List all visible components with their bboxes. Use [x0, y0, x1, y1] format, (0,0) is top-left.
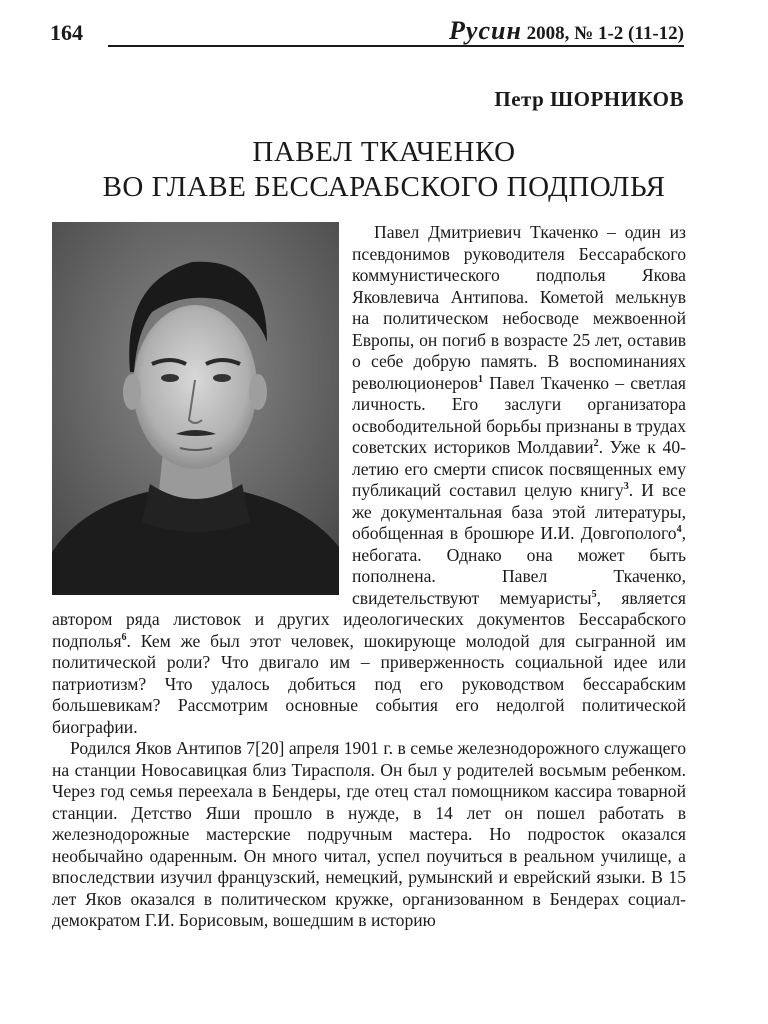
journal-reference [449, 18, 684, 47]
footnote-ref-1[interactable]: 1 [478, 373, 484, 385]
journal-name: Русин [449, 16, 522, 45]
page-header [0, 0, 768, 60]
footnote-ref-4[interactable]: 4 [676, 524, 682, 536]
title-line-1: ПАВЕЛ ТКАЧЕНКО [252, 136, 516, 168]
p1-text-3: . Уже к 40-летию его смерти список посвященных ему публикаций составил целую книгу [352, 437, 686, 500]
p1-text-1: Павел Дмитриевич Ткаченко – один из псевдонимов руководителя Бессарабского коммунистического подполья Якова Яковлевича Антипова. Кометой мелькнув на политическом небосводе межвоенной Европы, он погиб в возрасте 25 лет, оставив о себе добрую память. В воспоминаниях революционеров [352, 222, 686, 393]
journal-issue: 2008, № 1-2 (11-12) [526, 23, 684, 44]
p1-text-6: , является автором ряда листовок и других идеологических документов Бессарабского подполья [52, 587, 686, 651]
p1-text-4: . И все же документальная база этой литературы, обобщенная в брошюре И.И. Довгополого [352, 480, 686, 543]
article-title [0, 135, 768, 205]
p1-text-5: , небогата. Однако она может быть пополнена. Павел Ткаченко, свидетельствуют мемуаристы [352, 523, 686, 608]
photo-wrap-space [52, 222, 352, 606]
footnote-ref-3[interactable]: 3 [623, 481, 629, 493]
article-body [52, 222, 686, 932]
p1-text-2: Павел Ткаченко – светлая личность. Его заслуги организатора освободительной борьбы признаны в трудах советских историков Молдавии [352, 372, 686, 457]
footnote-ref-6[interactable]: 6 [121, 631, 127, 643]
header-rule [108, 45, 684, 47]
footnote-ref-2[interactable]: 2 [593, 438, 599, 450]
p1-text-7: . Кем же был этот человек, шокирующе молодой для сыгранной им политической роли? Что двигало им – приверженность социальной идее или патриотизм? Что удалось добиться под его руководством бессарабским большевикам? Рассмотрим основные события его недолгой политической биографии. [52, 630, 686, 737]
footnote-ref-5[interactable]: 5 [591, 588, 597, 600]
article-author: Петр ШОРНИКОВ [494, 87, 684, 111]
page-number: 164 [50, 20, 83, 45]
title-line-2: ВО ГЛАВЕ БЕССАРАБСКОГО ПОДПОЛЬЯ [102, 171, 666, 203]
paragraph-2: Родился Яков Антипов 7[20] апреля 1901 г. в семье железнодорожного служащего на станции Новосавицкая близ Тирасполя. Он был у родителей восьмым ребенком. Через год семья переехала в Бендеры, где отец стал помощником кассира товарной станции. Детство Яши прошло в нужде, в 14 лет он пошел работать в железнодорожные мастерские подручным мастера. Но подросток оказался необычайно одаренным. Он много читал, успел поучиться в реальном училище, а впоследствии изучил французский, немецкий, румынский и еврейский языки. В 15 лет Яков оказался в политическом кружке, организованном в Бендерах социал-демократом Г.И. Борисовым, вошедшим в историю [52, 738, 686, 930]
